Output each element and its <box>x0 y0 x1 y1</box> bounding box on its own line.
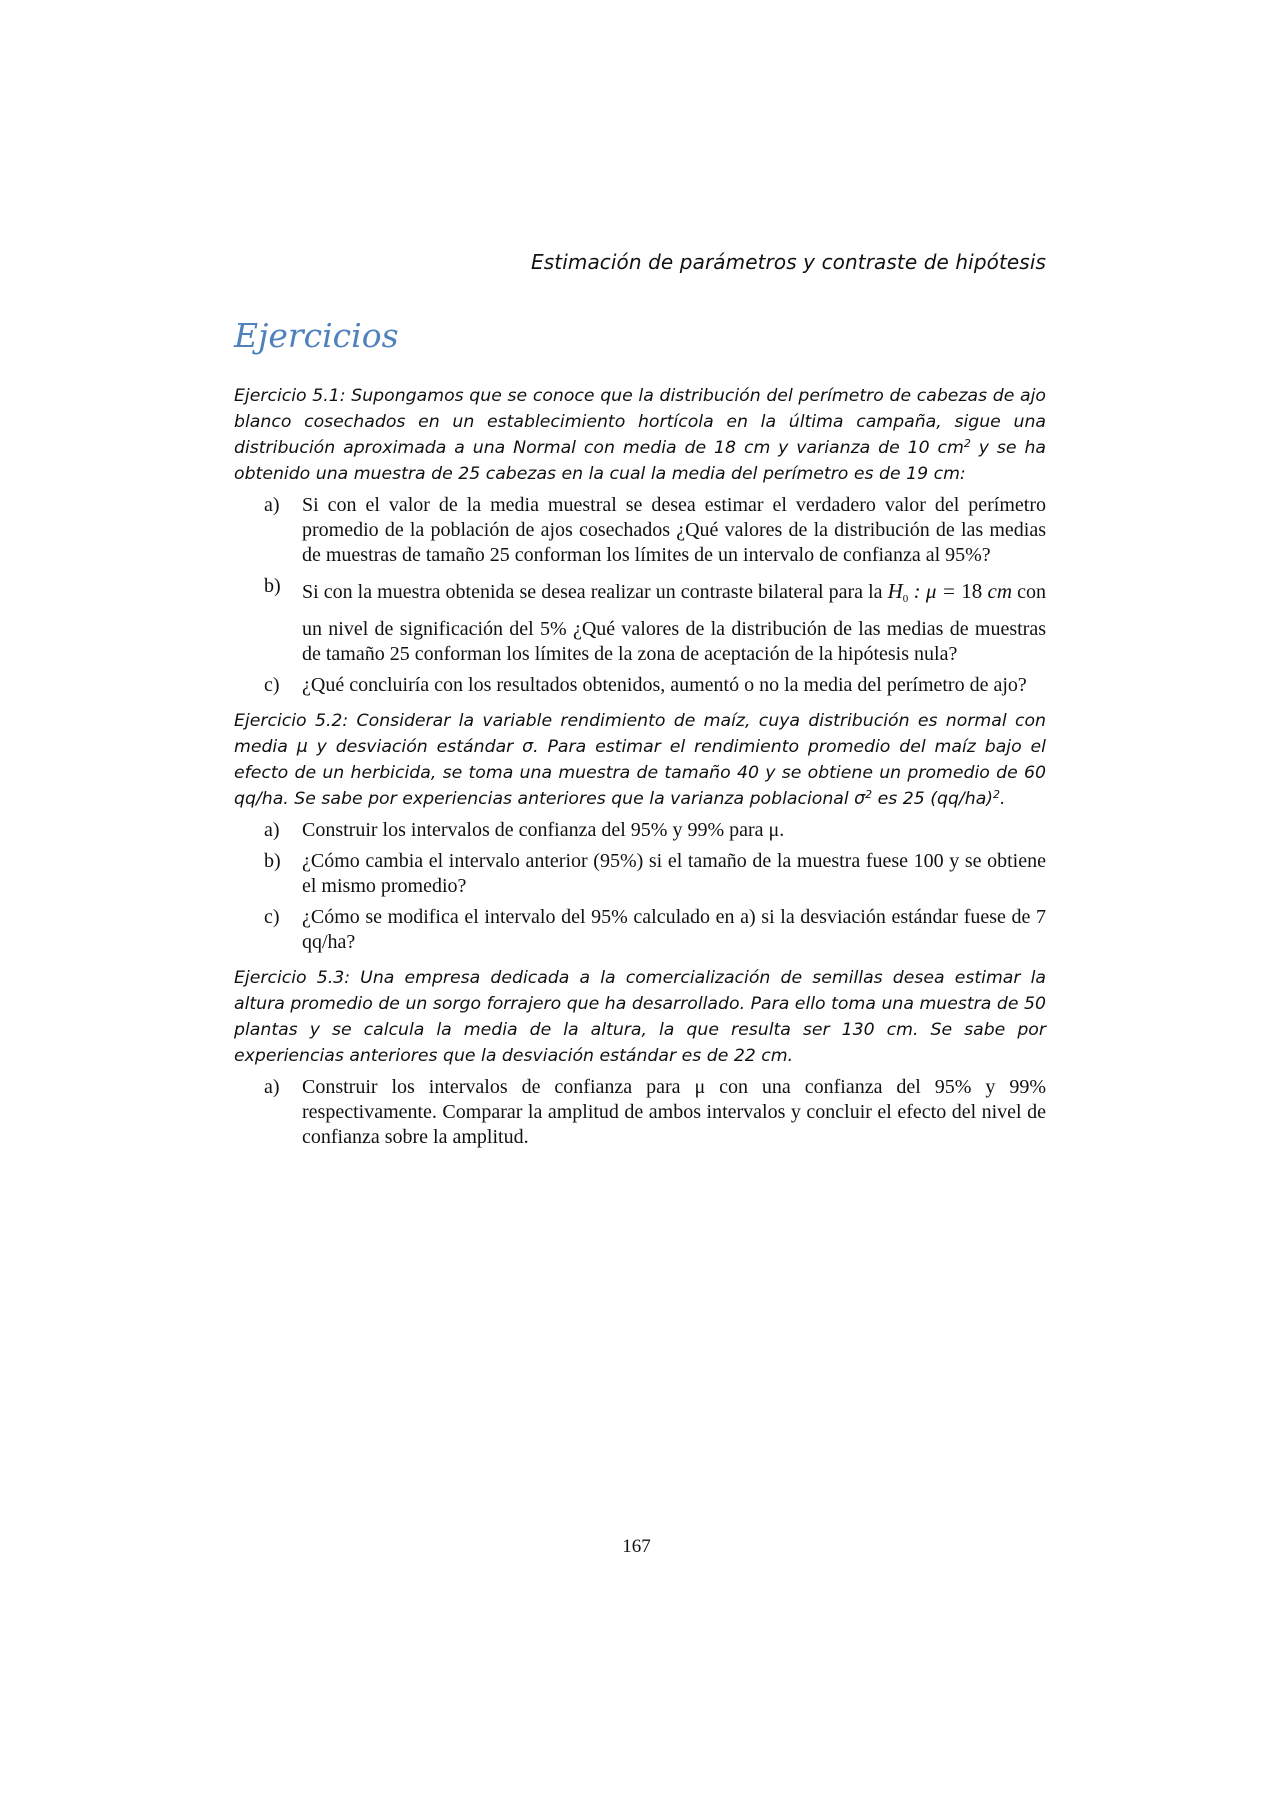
exercise-5-1 <box>234 383 1046 698</box>
item-letter: b) <box>264 575 281 597</box>
item-letter: a) <box>264 1076 280 1098</box>
exercise-statement: Ejercicio 5.2: Considerar la variable rendimiento de maíz, cuya distribución es normal con media μ y desviación estándar σ. Para estimar el rendimiento promedio del maíz bajo el efecto de un herbicida, se toma una muestra de tamaño 40 y se obtiene un promedio de 60 qq/ha. Se sabe por experiencias anteriores que la varianza poblacional $\sigma^2$ es 25 $(qq/ha)^2$. <box>234 711 1046 809</box>
exercise-items <box>234 493 1046 698</box>
exercise-statement: Ejercicio 5.1: Supongamos que se conoce que la distribución del perímetro de cabezas de ajo blanco cosechados en un establecimiento hortícola en la última campaña, sigue una distribución aproximada a una Normal con media de 18 cm y varianza de 10 $cm^2$ y se ha obtenido una muestra de 25 cabezas en la cual la media del perímetro es de 19 cm: <box>234 386 1046 484</box>
exercise-items <box>234 1075 1046 1150</box>
item-letter: c) <box>264 674 280 696</box>
list-item <box>234 818 1046 843</box>
item-text: ¿Cómo se modifica el intervalo del 95% calculado en a) si la desviación estándar fuese de 7 qq/ha? <box>302 906 1046 953</box>
exercise-5-2 <box>234 708 1046 955</box>
list-item <box>234 905 1046 955</box>
item-letter: a) <box>264 819 280 841</box>
null-hypothesis-formula: $H_0$ : μ = 18 cm <box>887 579 1013 605</box>
item-text: ¿Cómo cambia el intervalo anterior (95%) si el tamaño de la muestra fuese 100 y se obtiene el mismo promedio? <box>302 850 1046 897</box>
item-letter: a) <box>264 494 280 516</box>
running-header: Estimación de parámetros y contraste de hipótesis <box>531 250 1046 274</box>
exercise-statement: Ejercicio 5.3: Una empresa dedicada a la comercialización de semillas desea estimar la altura promedio de un sorgo forrajero que ha desarrollado. Para ello toma una muestra de 50 plantas y se calcula la media de la altura, la que resulta ser 130 cm. Se sabe por experiencias anteriores que la desviación estándar es de 22 cm. <box>234 968 1046 1066</box>
section-title: Ejercicios <box>234 316 399 355</box>
exercise-5-3 <box>234 965 1046 1150</box>
item-letter: b) <box>264 850 281 872</box>
page-number: 167 <box>622 1536 651 1557</box>
item-text: ¿Qué concluiría con los resultados obtenidos, aumentó o no la media del perímetro de ajo? <box>302 674 1027 696</box>
item-text: Si con el valor de la media muestral se desea estimar el verdadero valor del perímetro promedio de la población de ajos cosechados ¿Qué valores de la distribución de las medias de muestras de tamaño 25 conforman los límites de un intervalo de confianza al 95%? <box>302 494 1046 566</box>
list-item <box>234 673 1046 698</box>
item-text: Si con la muestra obtenida se desea realizar un contraste bilateral para la $H_0$ : μ = 18 cm con un nivel de significación del 5% ¿Qué valores de la distribución de las medias de muestras de tamaño 25 conforman los límites de la zona de aceptación de la hipótesis nula? <box>302 579 1046 665</box>
list-item <box>234 574 1046 667</box>
list-item <box>234 1075 1046 1150</box>
item-text: Construir los intervalos de confianza del 95% y 99% para μ. <box>302 819 785 841</box>
list-item <box>234 493 1046 568</box>
item-letter: c) <box>264 906 280 928</box>
exercise-items <box>234 818 1046 955</box>
list-item <box>234 849 1046 899</box>
exercises-content <box>234 383 1046 1160</box>
item-text: Construir los intervalos de confianza para μ con una confianza del 95% y 99% respectivamente. Comparar la amplitud de ambos intervalos y concluir el efecto del nivel de confianza sobre la amplitud. <box>302 1076 1046 1148</box>
